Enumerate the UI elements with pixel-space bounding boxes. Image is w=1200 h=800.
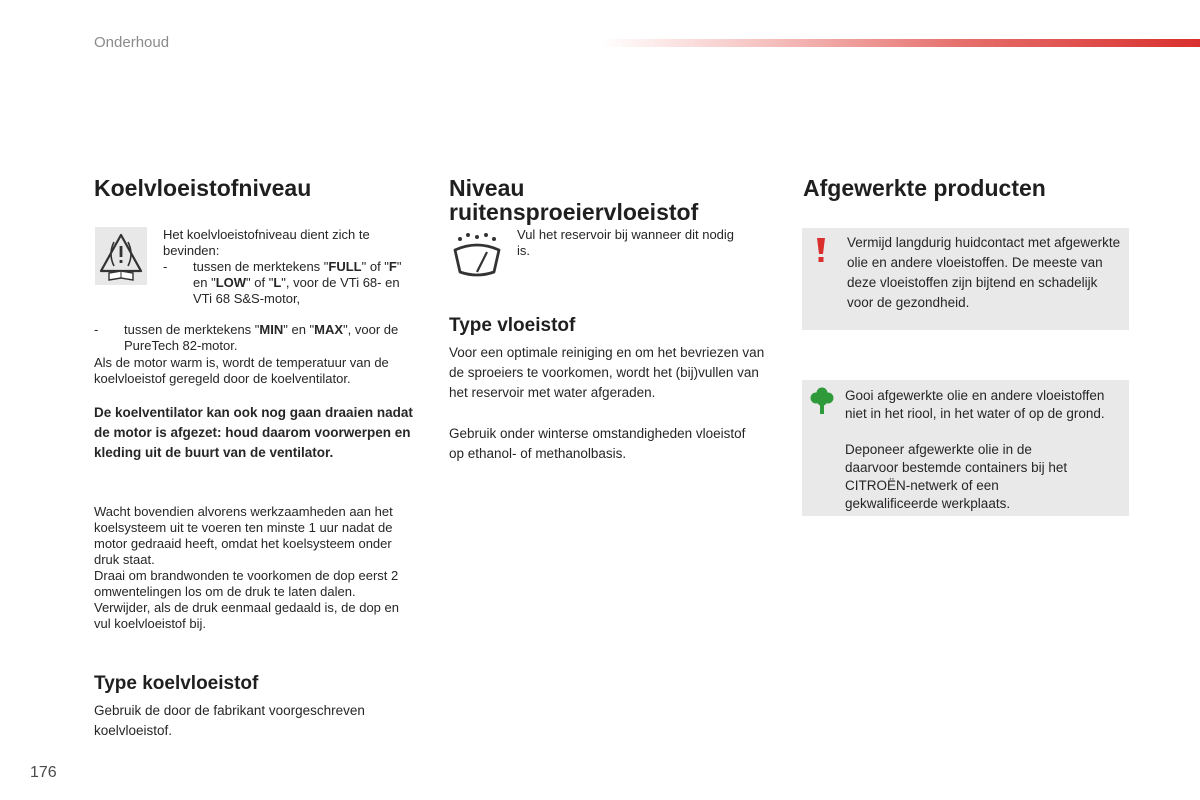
coolant-wait-text: Wacht bovendien alvorens werkzaamheden aan het koelsysteem uit te voeren ten minste 1 uur nadat de motor gedraaid heeft, omdat het koelsysteem onder druk staat.	[94, 504, 393, 567]
coolant-bullet-min-max: - tussen de merktekens "MIN" en "MAX", voor de PureTech 82-motor.	[94, 322, 399, 353]
header-accent-bar	[600, 39, 1200, 47]
coolant-level-title: Koelvloeistofniveau	[94, 175, 312, 201]
coolant-type-text: Gebruik de door de fabrikant voorgeschreven koelvloeistof.	[94, 703, 365, 738]
washer-winter-text: Gebruik onder winterse omstandigheden vloeistof op ethanol- of methanolbasis.	[449, 426, 746, 461]
coolant-cap-text: Draai om brandwonden te voorkomen de dop eerst 2 omwentelingen los om de druk te laten dalen. Verwijder, als de druk eenmaal gedaald is, de dop en vul koelvloeistof bij.	[94, 568, 399, 631]
coolant-intro-text: Het koelvloeistofniveau dient zich te bevinden:	[163, 227, 370, 258]
tree-icon	[810, 387, 834, 415]
washer-fill-text: Vul het reservoir bij wanneer dit nodig is.	[517, 227, 735, 258]
environment-disposal-text: Gooi afgewerkte olie en andere vloeistoffen niet in het riool, in het water of op de grond.	[845, 388, 1105, 421]
windscreen-washer-icon	[449, 228, 505, 280]
coolant-warning-manual-icon	[94, 226, 148, 286]
washer-type-title: Type vloeistof	[449, 315, 576, 336]
washer-type-text: Voor een optimale reiniging en om het bevriezen van de sproeiers te voorkomen, wordt het (bij)vullen van het reservoir met water afgeraden.	[449, 345, 765, 400]
bullet-dash: -	[163, 259, 168, 274]
environment-deposit-text: Deponeer afgewerkte olie in de daarvoor bestemde containers bij het CITROËN-netwerk of een gekwalificeerde werkplaats.	[845, 442, 1068, 511]
page-number: 176	[30, 764, 57, 781]
coolant-warm-engine-text: Als de motor warm is, wordt de temperatuur van de koelvloeistof geregeld door de koelventilator.	[94, 355, 389, 386]
section-label: Onderhoud	[94, 34, 170, 51]
waste-products-title: Afgewerkte producten	[803, 175, 1046, 201]
health-warning-text: Vermijd langdurig huidcontact met afgewerkte olie en andere vloeistoffen. De meeste van deze vloeistoffen zijn bijtend en schadelijk voor de gezondheid.	[847, 235, 1121, 310]
bullet-dash: -	[94, 322, 99, 337]
health-warning-box	[802, 228, 1129, 330]
washer-level-title: Niveau ruitensproeiervloeistof	[449, 175, 699, 225]
fan-warning-text: De koelventilator kan ook nog gaan draaien nadat de motor is afgezet: houd daarom voorwerpen en kleding uit de buurt van de ventilator.	[94, 405, 413, 460]
environment-info-box	[802, 380, 1129, 516]
exclamation-icon	[814, 237, 828, 263]
coolant-bullet-full-low: - tussen de merktekens "FULL" of "F" en "LOW" of "L", voor de VTi 68- en VTi 68 S&S-motor,	[163, 259, 402, 306]
coolant-type-title: Type koelvloeistof	[94, 673, 259, 694]
